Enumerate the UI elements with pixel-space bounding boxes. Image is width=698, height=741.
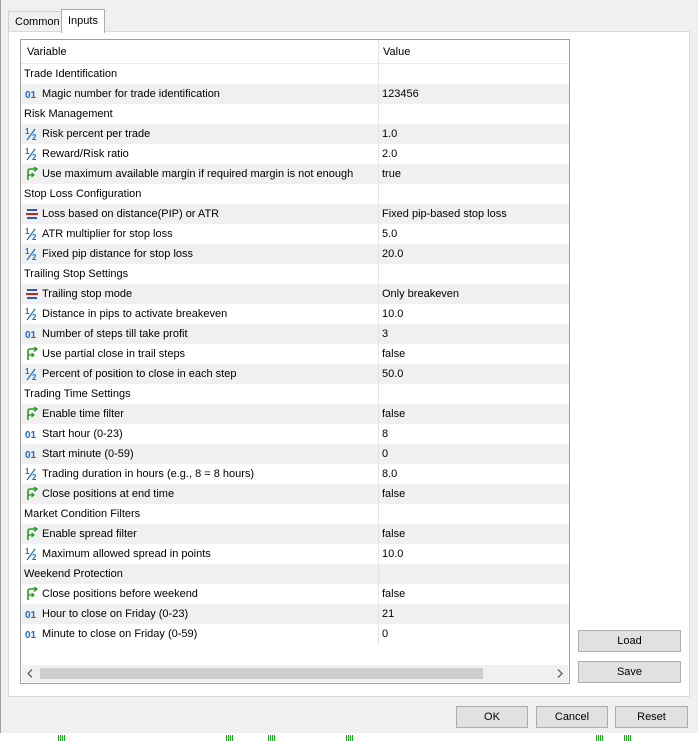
variable-label: Close positions before weekend bbox=[42, 588, 198, 600]
parameter-row[interactable] bbox=[21, 144, 569, 164]
value-cell[interactable]: true bbox=[378, 164, 569, 184]
value-cell[interactable]: 5.0 bbox=[378, 224, 569, 244]
variable-cell bbox=[21, 124, 378, 144]
cancel-button[interactable]: Cancel bbox=[536, 706, 608, 728]
integer-type-icon bbox=[25, 447, 39, 461]
variable-label: Hour to close on Friday (0-23) bbox=[42, 608, 189, 620]
value-cell[interactable]: false bbox=[378, 404, 569, 424]
svg-text:1: 1 bbox=[25, 467, 30, 476]
integer-type-icon bbox=[25, 87, 39, 101]
parameter-row[interactable] bbox=[21, 304, 569, 324]
boolean-type-icon bbox=[25, 167, 39, 181]
variable-label: Enable time filter bbox=[42, 408, 124, 420]
value-cell[interactable]: Only breakeven bbox=[378, 284, 569, 304]
group-label: Market Condition Filters bbox=[24, 508, 141, 520]
value-cell[interactable]: 1.0 bbox=[378, 124, 569, 144]
variable-label: Loss based on distance(PIP) or ATR bbox=[42, 208, 220, 220]
boolean-type-icon bbox=[25, 487, 39, 501]
value-cell[interactable]: 21 bbox=[378, 604, 569, 624]
parameter-row[interactable] bbox=[21, 424, 569, 444]
grid-header bbox=[21, 40, 569, 64]
variable-cell bbox=[21, 224, 378, 244]
boolean-type-icon bbox=[25, 347, 39, 361]
variable-cell bbox=[21, 324, 378, 344]
group-header-row[interactable] bbox=[21, 564, 569, 584]
variable-cell bbox=[21, 464, 378, 484]
value-cell bbox=[378, 384, 569, 404]
variable-label: Trading duration in hours (e.g., 8 = 8 hours) bbox=[42, 468, 255, 480]
scroll-right-icon[interactable] bbox=[551, 665, 568, 682]
variable-cell bbox=[21, 544, 378, 564]
boolean-type-icon bbox=[25, 587, 39, 601]
variable-cell bbox=[21, 204, 378, 224]
value-cell bbox=[378, 264, 569, 284]
save-button[interactable]: Save bbox=[578, 661, 681, 683]
variable-label: Maximum allowed spread in points bbox=[42, 548, 211, 560]
variable-label: Distance in pips to activate breakeven bbox=[42, 308, 228, 320]
value-cell bbox=[378, 64, 569, 84]
value-cell[interactable]: 10.0 bbox=[378, 544, 569, 564]
variable-label: Use partial close in trail steps bbox=[42, 348, 186, 360]
parameter-row[interactable] bbox=[21, 584, 569, 604]
svg-text:01: 01 bbox=[25, 330, 37, 341]
horizontal-scrollbar[interactable] bbox=[22, 665, 568, 682]
parameter-row[interactable] bbox=[21, 224, 569, 244]
parameter-row[interactable] bbox=[21, 164, 569, 184]
svg-text:2: 2 bbox=[32, 313, 37, 321]
svg-text:2: 2 bbox=[32, 153, 37, 161]
parameter-row[interactable] bbox=[21, 484, 569, 504]
variable-cell bbox=[21, 84, 378, 104]
group-header-row[interactable] bbox=[21, 264, 569, 284]
variable-cell bbox=[21, 244, 378, 264]
parameter-row[interactable] bbox=[21, 284, 569, 304]
svg-text:1: 1 bbox=[25, 247, 30, 256]
value-cell[interactable]: 0 bbox=[378, 624, 569, 644]
variable-cell bbox=[21, 344, 378, 364]
grid-rows bbox=[21, 64, 569, 644]
column-header-value[interactable]: Value bbox=[383, 46, 411, 58]
variable-cell bbox=[21, 524, 378, 544]
variable-label: Fixed pip distance for stop loss bbox=[42, 248, 194, 260]
parameter-row[interactable] bbox=[21, 544, 569, 564]
value-cell[interactable]: 20.0 bbox=[378, 244, 569, 264]
svg-text:1: 1 bbox=[25, 147, 30, 156]
parameter-row[interactable] bbox=[21, 464, 569, 484]
fraction-type-icon bbox=[25, 307, 39, 321]
variable-label: Number of steps till take profit bbox=[42, 328, 188, 340]
group-label: Trading Time Settings bbox=[24, 388, 131, 400]
variable-cell bbox=[21, 284, 378, 304]
enum-type-icon bbox=[25, 207, 39, 221]
group-label: Weekend Protection bbox=[24, 568, 123, 580]
fraction-type-icon bbox=[25, 127, 39, 141]
scrollbar-thumb[interactable] bbox=[40, 668, 483, 679]
parameter-row[interactable] bbox=[21, 124, 569, 144]
parameter-row[interactable] bbox=[21, 324, 569, 344]
value-cell[interactable]: 123456 bbox=[378, 84, 569, 104]
svg-text:01: 01 bbox=[25, 630, 37, 641]
variable-cell bbox=[21, 624, 378, 644]
window-edge bbox=[0, 0, 1, 741]
ok-button[interactable]: OK bbox=[456, 706, 528, 728]
variable-cell bbox=[21, 404, 378, 424]
group-label: Risk Management bbox=[24, 108, 113, 120]
integer-type-icon bbox=[25, 427, 39, 441]
variable-label: Start hour (0-23) bbox=[42, 428, 123, 440]
svg-text:1: 1 bbox=[25, 227, 30, 236]
svg-text:01: 01 bbox=[25, 610, 37, 621]
variable-label: Close positions at end time bbox=[42, 488, 175, 500]
fraction-type-icon bbox=[25, 227, 39, 241]
parameter-row[interactable] bbox=[21, 524, 569, 544]
svg-text:1: 1 bbox=[25, 307, 30, 316]
integer-type-icon bbox=[25, 627, 39, 641]
parameter-row[interactable] bbox=[21, 404, 569, 424]
svg-text:2: 2 bbox=[32, 133, 37, 141]
variable-label: Enable spread filter bbox=[42, 528, 137, 540]
variable-label: Minute to close on Friday (0-59) bbox=[42, 628, 198, 640]
variable-label: Use maximum available margin if required margin is not enough bbox=[42, 168, 354, 180]
fraction-type-icon bbox=[25, 147, 39, 161]
parameter-row[interactable] bbox=[21, 604, 569, 624]
group-header-row[interactable] bbox=[21, 184, 569, 204]
tab-inputs[interactable]: Inputs bbox=[61, 9, 105, 33]
variable-label: Start minute (0-59) bbox=[42, 448, 134, 460]
value-cell[interactable]: 3 bbox=[378, 324, 569, 344]
group-header-row[interactable] bbox=[21, 104, 569, 124]
parameter-row[interactable] bbox=[21, 84, 569, 104]
parameter-row[interactable] bbox=[21, 444, 569, 464]
parameter-row[interactable] bbox=[21, 344, 569, 364]
fraction-type-icon bbox=[25, 547, 39, 561]
value-cell bbox=[378, 104, 569, 124]
svg-text:01: 01 bbox=[25, 450, 37, 461]
value-cell[interactable]: false bbox=[378, 344, 569, 364]
value-cell bbox=[378, 564, 569, 584]
svg-text:2: 2 bbox=[32, 233, 37, 241]
variable-cell bbox=[21, 304, 378, 324]
value-cell[interactable]: 2.0 bbox=[378, 144, 569, 164]
boolean-type-icon bbox=[25, 527, 39, 541]
value-cell bbox=[378, 504, 569, 524]
column-header-variable[interactable]: Variable bbox=[27, 46, 67, 58]
variable-cell bbox=[21, 584, 378, 604]
parameter-row[interactable] bbox=[21, 624, 569, 644]
variable-label: ATR multiplier for stop loss bbox=[42, 228, 173, 240]
variable-cell bbox=[21, 424, 378, 444]
variable-label: Risk percent per trade bbox=[42, 128, 151, 140]
value-cell[interactable]: 50.0 bbox=[378, 364, 569, 384]
group-header-row[interactable] bbox=[21, 384, 569, 404]
parameter-row[interactable] bbox=[21, 364, 569, 384]
parameter-row[interactable] bbox=[21, 204, 569, 224]
svg-text:01: 01 bbox=[25, 90, 37, 101]
value-cell[interactable]: 8.0 bbox=[378, 464, 569, 484]
group-label: Stop Loss Configuration bbox=[24, 188, 142, 200]
variable-cell bbox=[21, 484, 378, 504]
inputs-grid bbox=[20, 39, 570, 684]
svg-text:2: 2 bbox=[32, 253, 37, 261]
variable-label: Percent of position to close in each step bbox=[42, 368, 237, 380]
svg-text:1: 1 bbox=[25, 367, 30, 376]
reset-button[interactable]: Reset bbox=[615, 706, 688, 728]
variable-cell bbox=[21, 164, 378, 184]
group-label: Trade Identification bbox=[24, 68, 118, 80]
value-cell bbox=[378, 184, 569, 204]
fraction-type-icon bbox=[25, 247, 39, 261]
group-header-row[interactable] bbox=[21, 64, 569, 84]
svg-text:2: 2 bbox=[32, 473, 37, 481]
tab-common[interactable]: Common bbox=[8, 11, 67, 32]
svg-text:2: 2 bbox=[32, 373, 37, 381]
chart-edge-strip bbox=[0, 733, 698, 741]
variable-cell bbox=[21, 144, 378, 164]
load-button[interactable]: Load bbox=[578, 630, 681, 652]
variable-cell bbox=[21, 604, 378, 624]
scroll-left-icon[interactable] bbox=[22, 665, 39, 682]
value-cell[interactable]: false bbox=[378, 484, 569, 504]
svg-text:1: 1 bbox=[25, 127, 30, 136]
svg-text:01: 01 bbox=[25, 430, 37, 441]
value-cell[interactable]: 8 bbox=[378, 424, 569, 444]
variable-cell bbox=[21, 444, 378, 464]
svg-text:2: 2 bbox=[32, 553, 37, 561]
boolean-type-icon bbox=[25, 407, 39, 421]
value-cell[interactable]: 10.0 bbox=[378, 304, 569, 324]
enum-type-icon bbox=[25, 287, 39, 301]
svg-text:1: 1 bbox=[25, 547, 30, 556]
value-cell[interactable]: false bbox=[378, 584, 569, 604]
variable-label: Reward/Risk ratio bbox=[42, 148, 129, 160]
variable-label: Trailing stop mode bbox=[42, 288, 133, 300]
variable-cell bbox=[21, 364, 378, 384]
variable-label: Magic number for trade identification bbox=[42, 88, 220, 100]
fraction-type-icon bbox=[25, 467, 39, 481]
parameter-row[interactable] bbox=[21, 244, 569, 264]
group-header-row[interactable] bbox=[21, 504, 569, 524]
fraction-type-icon bbox=[25, 367, 39, 381]
group-label: Trailing Stop Settings bbox=[24, 268, 129, 280]
integer-type-icon bbox=[25, 607, 39, 621]
value-cell[interactable]: 0 bbox=[378, 444, 569, 464]
integer-type-icon bbox=[25, 327, 39, 341]
value-cell[interactable]: Fixed pip-based stop loss bbox=[378, 204, 569, 224]
value-cell[interactable]: false bbox=[378, 524, 569, 544]
